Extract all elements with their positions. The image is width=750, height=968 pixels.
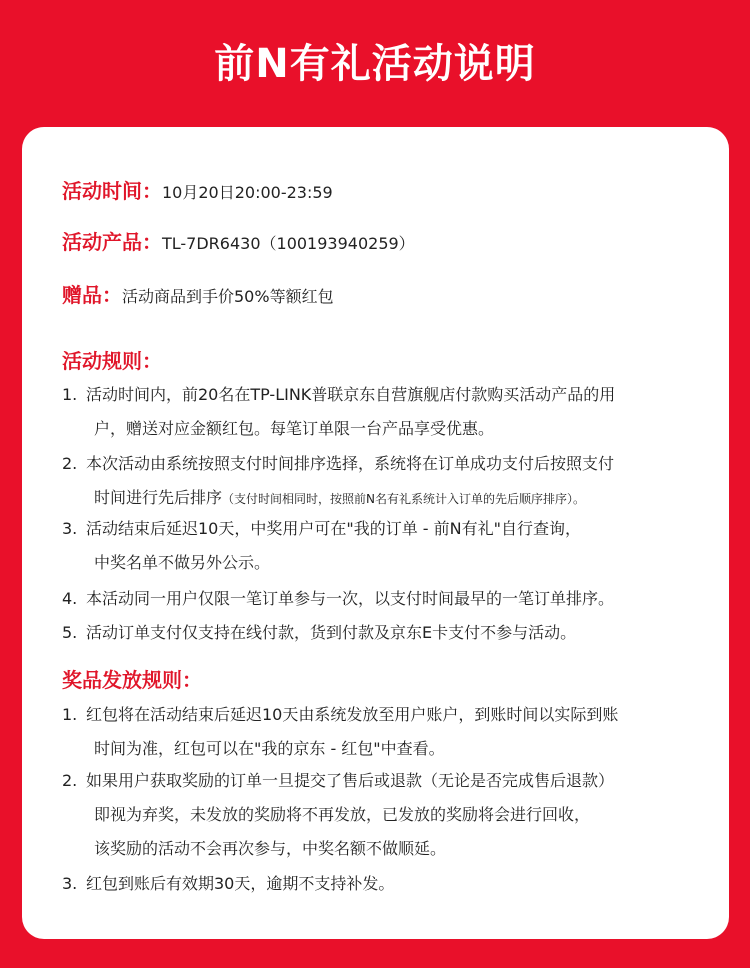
rule-text: 时间进行先后排序 bbox=[94, 488, 223, 507]
rule-text: 即视为弃奖，未发放的奖励将不再发放，已发放的奖励将会进行回收， bbox=[94, 805, 591, 824]
activity-time-label: 活动时间： bbox=[62, 179, 162, 203]
rule-number: 3. bbox=[62, 874, 78, 893]
activity-rule-4 bbox=[62, 582, 712, 616]
rule-text: 如果用户获取奖励的订单一旦提交了售后或退款（无论是否完成售后退款） bbox=[86, 771, 615, 790]
rule-text: 活动结束后延迟10天，中奖用户可在"我的订单 - 前N有礼"自行查询， bbox=[86, 519, 581, 538]
rule-text: 本活动同一用户仅限一笔订单参与一次，以支付时间最早的一笔订单排序。 bbox=[86, 589, 615, 608]
rule-number: 2. bbox=[62, 454, 78, 473]
rule-text: 户，赠送对应金额红包。每笔订单限一台产品享受优惠。 bbox=[94, 419, 495, 438]
activity-rule-3 bbox=[62, 512, 712, 580]
gift-value: 活动商品到手价50%等额红包 bbox=[122, 287, 334, 306]
activity-time-value: 10月20日20:00-23:59 bbox=[162, 183, 333, 202]
rule-note: （支付时间相同时，按照前N名有礼系统计入订单的先后顺序排序）。 bbox=[222, 492, 585, 506]
activity-description-card bbox=[22, 127, 729, 939]
rule-number: 3. bbox=[62, 519, 78, 538]
rule-number: 1. bbox=[62, 385, 78, 404]
rule-text: 时间为准，红包可以在"我的京东 - 红包"中查看。 bbox=[94, 739, 445, 758]
rule-number: 1. bbox=[62, 705, 78, 724]
activity-product-label: 活动产品： bbox=[62, 230, 162, 254]
page-title: 前N有礼活动说明 bbox=[214, 41, 536, 87]
activity-product-value: TL-7DR6430（100193940259） bbox=[162, 234, 415, 253]
activity-time-row bbox=[62, 175, 333, 204]
rule-text: 本次活动由系统按照支付时间排序选择，系统将在订单成功支付后按照支付 bbox=[86, 454, 615, 473]
rule-text: 活动时间内，前20名在TP-LINK普联京东自营旗舰店付款购买活动产品的用 bbox=[86, 385, 616, 404]
activity-product-row bbox=[62, 226, 415, 255]
rule-text: 中奖名单不做另外公示。 bbox=[94, 553, 271, 572]
activity-rule-2 bbox=[62, 447, 712, 515]
gift-row bbox=[62, 279, 334, 308]
rule-number: 2. bbox=[62, 771, 78, 790]
rule-text: 红包到账后有效期30天，逾期不支持补发。 bbox=[86, 874, 395, 893]
rule-text: 该奖励的活动不会再次参与，中奖名额不做顺延。 bbox=[94, 839, 447, 858]
activity-rule-5 bbox=[62, 616, 712, 650]
rule-number: 5. bbox=[62, 623, 78, 642]
activity-rule-1 bbox=[62, 378, 712, 446]
activity-rules-title: 活动规则： bbox=[62, 349, 162, 373]
rule-number: 4. bbox=[62, 589, 78, 608]
prize-rule-3 bbox=[62, 867, 712, 901]
prize-rule-1 bbox=[62, 698, 712, 766]
gift-label: 赠品： bbox=[62, 283, 122, 307]
rule-text: 红包将在活动结束后延迟10天由系统发放至用户账户，到账时间以实际到账 bbox=[86, 705, 619, 724]
rule-text: 活动订单支付仅支持在线付款，货到付款及京东E卡支付不参与活动。 bbox=[86, 623, 577, 642]
prize-rule-2 bbox=[62, 764, 712, 866]
prize-rules-title: 奖品发放规则： bbox=[62, 668, 202, 692]
